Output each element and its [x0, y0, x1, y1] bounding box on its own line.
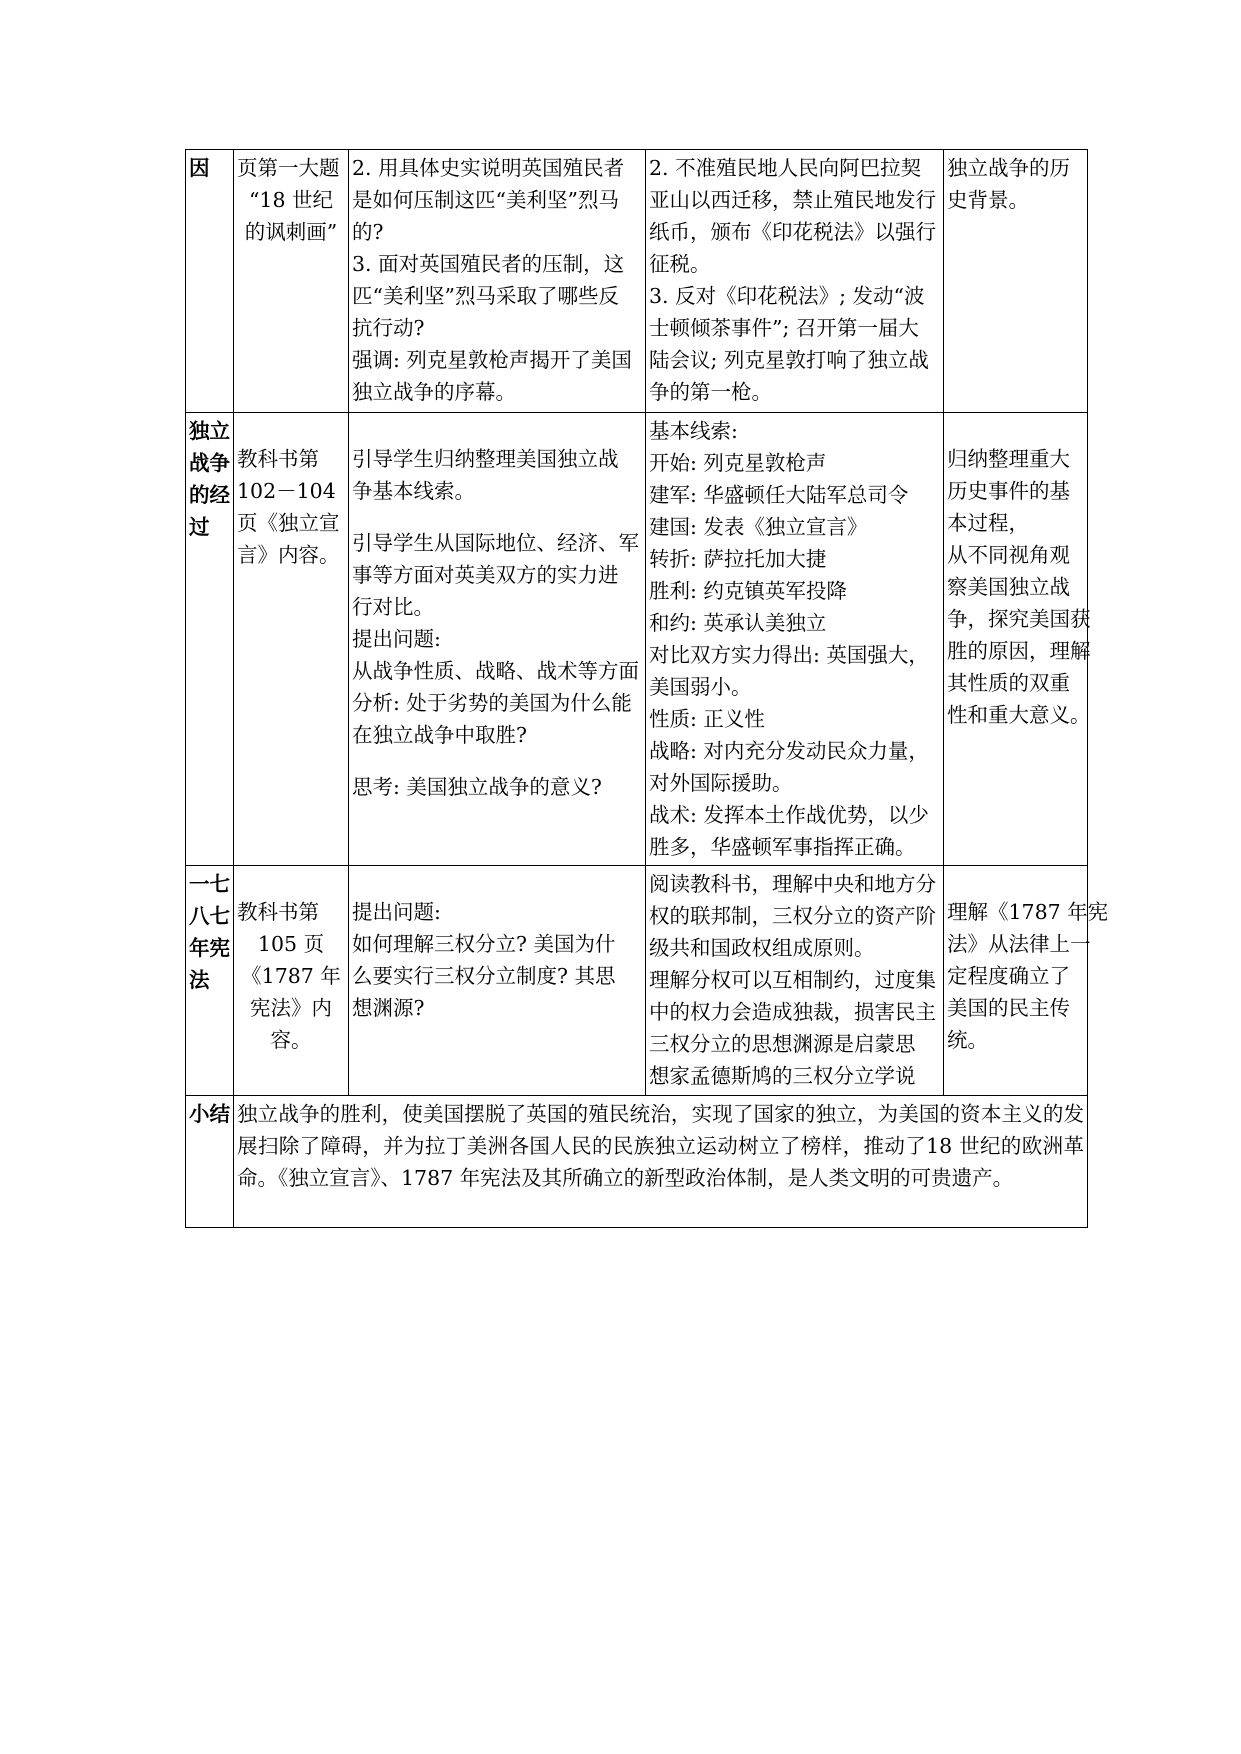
design-intent-cell	[944, 150, 1088, 413]
topic-cell	[186, 1096, 234, 1228]
text-line: 建军: 华盛顿任大陆军总司令	[649, 483, 909, 507]
topic-label: 小结	[189, 1102, 230, 1126]
text-line: 提出问题:	[352, 627, 441, 651]
text-line: 强调: 列克星敦枪声揭开了美国	[352, 348, 632, 372]
text-line: 征税。	[649, 252, 711, 276]
design-intent-cell	[944, 866, 1109, 1096]
text-line: 转折: 萨拉托加大捷	[649, 547, 827, 571]
text-line: 从战争性质、战略、战术等方面	[352, 659, 639, 683]
topic-cell	[186, 866, 234, 1096]
text-line: 抗行动?	[352, 316, 425, 340]
topic-label: 八七	[189, 904, 230, 928]
text-line: 3. 反对《印花税法》; 发动“波	[649, 284, 925, 308]
text-line: 史背景。	[947, 188, 1029, 212]
topic-label: 一七	[189, 872, 230, 896]
text-line: 开始: 列克星敦枪声	[649, 451, 827, 475]
text-line: 页第一大题	[237, 156, 340, 180]
topic-label: 过	[189, 515, 210, 539]
text-line: 2. 用具体史实说明英国殖民者	[352, 156, 625, 180]
teacher-activity-cell	[349, 413, 646, 866]
text-line: 是如何压制这匹“美利坚”烈马	[352, 188, 619, 212]
material-cell	[234, 866, 349, 1096]
text-line: 对比双方实力得出: 英国强大，	[649, 643, 929, 667]
lesson-plan-table	[185, 149, 1109, 1228]
text-line: 纸币，颁布《印花税法》以强行	[649, 220, 936, 244]
text-line: 陆会议; 列克星敦打响了独立战	[649, 348, 929, 372]
text-line: 中的权力会造成独裁，损害民主	[649, 1000, 936, 1024]
text-line: 理解分权可以互相制约，过度集	[649, 968, 936, 992]
text-line: 归纳整理重大	[947, 447, 1070, 471]
text-line: 胜多，华盛顿军事指挥正确。	[649, 835, 916, 859]
summary-text: 独立战争的胜利，使美国摆脱了英国的殖民统治，实现了国家的独立，为美国的资本主义的发展扫除了障碍，并为拉丁美洲各国人民的民族独立运动树立了榜样，推动了18 世纪的欧洲革命。《独立宣言》、1787 年宪法及其所确立的新型政治体制，是人类文明的可贵遗产。	[234, 1096, 1088, 1228]
text-line: 页《独立宣	[237, 511, 340, 535]
topic-cell	[186, 150, 234, 413]
teacher-activity-cell	[349, 866, 646, 1096]
text-line: 三权分立的思想渊源是启蒙思	[649, 1032, 916, 1056]
text-line: 阅读教科书，理解中央和地方分	[649, 872, 936, 896]
text-line: 统。	[947, 1028, 988, 1052]
spacer	[352, 751, 642, 771]
table-row-constitution	[186, 866, 1088, 1096]
text-line: 2. 不准殖民地人民向阿巴拉契	[649, 156, 922, 180]
text-line: 理解《1787 年宪	[947, 900, 1109, 924]
topic-cell	[186, 413, 234, 866]
text-line: 级共和国政权组成原则。	[649, 936, 875, 960]
teacher-activity-cell	[349, 150, 646, 413]
text-line: 独立战争的历	[947, 156, 1070, 180]
text-line: 争的第一枪。	[649, 380, 772, 404]
text-line: 宪法》内	[250, 996, 332, 1020]
text-line: 想家孟德斯鸠的三权分立学说	[649, 1064, 916, 1088]
material-cell	[234, 413, 349, 866]
text-line: 美国弱小。	[649, 675, 752, 699]
text-line: 争基本线索。	[352, 479, 475, 503]
text-line: 独立战争的序幕。	[352, 380, 516, 404]
text-line: 教科书第	[237, 900, 319, 924]
text-line: 胜的原因，理解	[947, 639, 1091, 663]
topic-label: 法	[189, 968, 210, 992]
text-line: 对外国际援助。	[649, 771, 793, 795]
table-row-course	[186, 413, 1088, 866]
topic-label: 战争	[189, 451, 230, 475]
text-line: 思考: 美国独立战争的意义?	[352, 775, 602, 799]
text-line: 本过程，	[947, 511, 1029, 535]
text-line: 引导学生从国际地位、经济、军	[352, 531, 639, 555]
text-line: 《1787 年	[241, 964, 341, 988]
text-line: 3. 面对英国殖民者的压制，这	[352, 252, 625, 276]
text-line: 法》从法律上一	[947, 932, 1091, 956]
text-line: 在独立战争中取胜?	[352, 723, 527, 747]
text-line: 定程度确立了	[947, 964, 1070, 988]
text-line: 基本线索:	[649, 419, 738, 443]
text-line: 的?	[352, 220, 384, 244]
text-line: 行对比。	[352, 595, 434, 619]
table-row-summary	[186, 1096, 1088, 1228]
text-line: 105 页	[257, 932, 325, 956]
table-row-cause	[186, 150, 1088, 413]
text-line: 匹“美利坚”烈马采取了哪些反	[352, 284, 619, 308]
text-line: 历史事件的基	[947, 479, 1070, 503]
text-line: “18 世纪	[248, 188, 334, 212]
material-cell	[234, 150, 349, 413]
topic-label: 因	[189, 156, 210, 180]
text-line: 建国: 发表《独立宣言》	[649, 515, 868, 539]
text-line: 引导学生归纳整理美国独立战	[352, 447, 619, 471]
text-line: 的讽刺画”	[244, 220, 338, 244]
text-line: 和约: 英承认美独立	[649, 611, 827, 635]
text-line: 性质: 正义性	[649, 707, 765, 731]
student-activity-cell	[646, 413, 944, 866]
text-line: 教科书第	[237, 447, 319, 471]
text-line: 想渊源?	[352, 996, 425, 1020]
text-line: 亚山以西迁移，禁止殖民地发行	[649, 188, 936, 212]
student-activity-cell	[646, 866, 944, 1096]
text-line: 事等方面对英美双方的实力进	[352, 563, 619, 587]
text-line: 权的联邦制，三权分立的资产阶	[649, 904, 936, 928]
text-line: 察美国独立战	[947, 575, 1070, 599]
text-line: 争，探究美国获	[947, 607, 1091, 631]
text-line: 言》内容。	[237, 543, 340, 567]
topic-label: 年宪	[189, 936, 230, 960]
text-line: 美国的民主传	[947, 996, 1070, 1020]
text-line: 从不同视角观	[947, 543, 1070, 567]
text-line: 分析: 处于劣势的美国为什么能	[352, 691, 632, 715]
text-line: 性和重大意义。	[947, 703, 1091, 727]
text-line: 么要实行三权分立制度? 其思	[352, 964, 616, 988]
text-line: 战术: 发挥本土作战优势，以少	[649, 803, 929, 827]
spacer	[352, 507, 642, 527]
topic-label: 的经	[189, 483, 230, 507]
text-line: 容。	[270, 1028, 312, 1052]
text-line: 其性质的双重	[947, 671, 1070, 695]
student-activity-cell	[646, 150, 944, 413]
text-line: 胜利: 约克镇英军投降	[649, 579, 847, 603]
text-line: 如何理解三权分立? 美国为什	[352, 932, 616, 956]
text-line: 士顿倾茶事件”; 召开第一届大	[649, 316, 919, 340]
topic-label: 独立	[189, 419, 230, 443]
text-line: 102－104	[237, 479, 336, 503]
text-line: 提出问题:	[352, 900, 441, 924]
design-intent-cell	[944, 413, 1091, 866]
text-line: 战略: 对内充分发动民众力量，	[649, 739, 929, 763]
